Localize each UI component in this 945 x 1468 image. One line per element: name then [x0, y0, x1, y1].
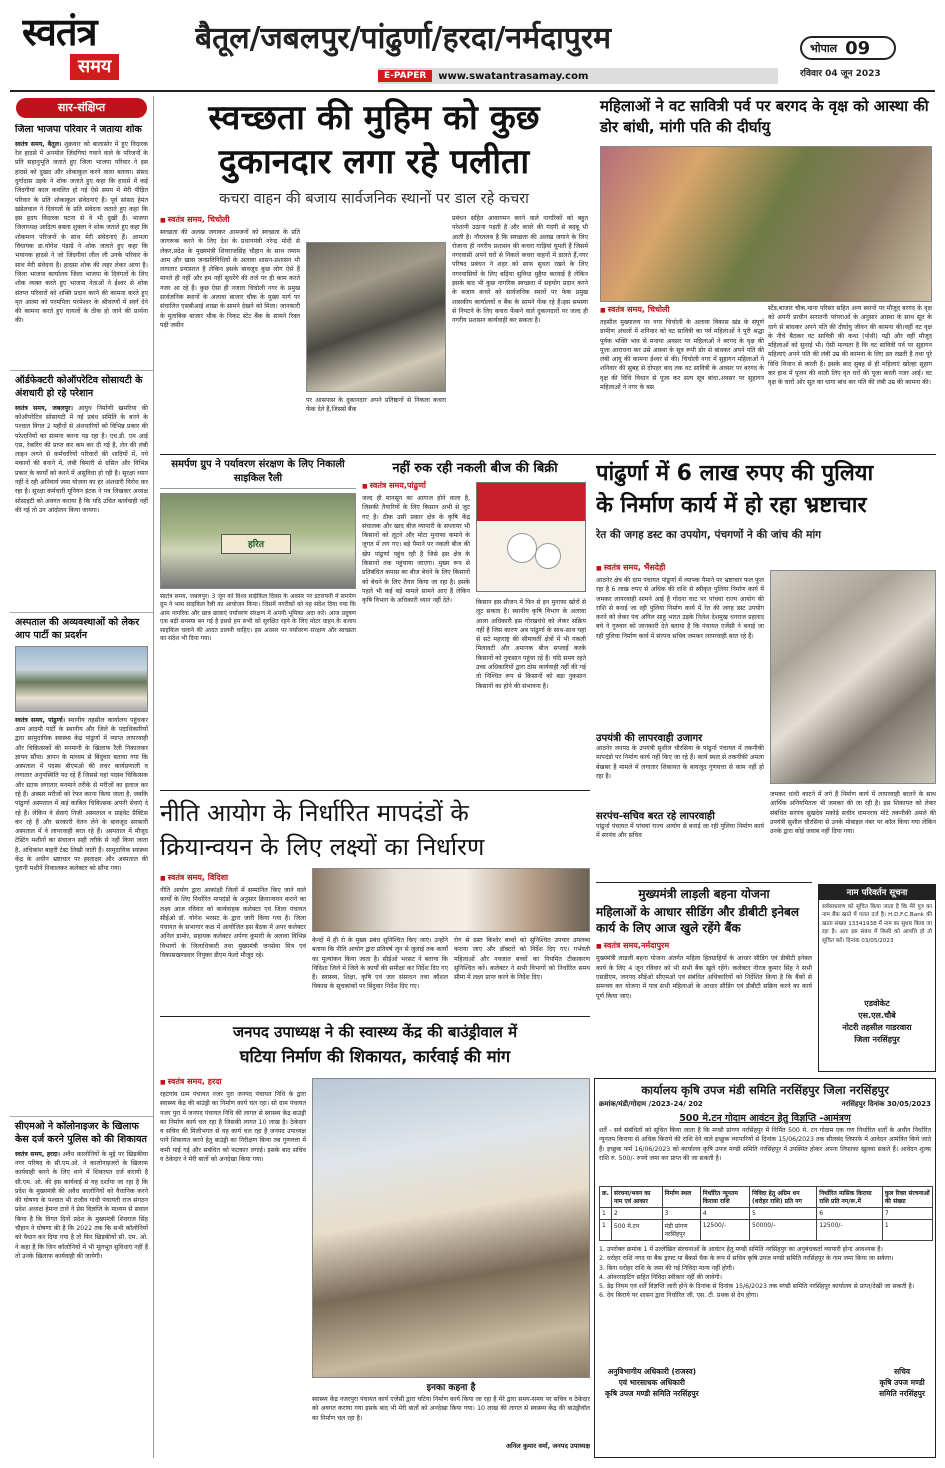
logo-bottom: समय: [70, 54, 119, 80]
brief-2-byline: स्वतंत्र समय, जबलपुर।: [15, 404, 73, 412]
table-header-cell: संरचना/भवन का नाम एवं आकार: [611, 1187, 662, 1208]
edition-cities: बैतूल/जबलपुर/पांढुर्णा/हरदा/नर्मदापुरम: [195, 21, 612, 56]
lead-col-3: प्रबंधन सहित आवागमन करने वाले नागरिकों को बहुत परेशानी उठाना पड़ती है और कचरे की गंदगी से बदबू भी आती है। गौरतलब है कि स्वच्छता की अलख जगाने के लिए रोजाना ही नगरीय प्रशासन की कचरा गाड़ियां घूमती हैं जिसमें नगरवासी अपने घरों से निकले कचरा वाहनों में डालते हैं,नगर परिषद प्रबंधन ने शहर को साफ सुथरा रखने के लिए नगरवासियों के लिए बढ़िया सुविधा मुहैया करवाई है लेकिन इसके बाद भी कुछ नागरिक स्वच्छता में सहयोग प्रदान करने के बजाय कचरे को सार्वजनिक स्थलों पर फेक प्रमुख शासकीय कार्यालयों व बैंक के सामने फेंक रहे हैं।इस समस्या से निपटने के लिए कचरा फेंकने वाले दुकानदारों पर जल्द ही नगरीय प्रशासन कार्यवाही कर सकता है।: [452, 215, 588, 325]
brief-2-title: ऑर्डफेक्टरी कोऑपरेटिव सोसायटी के अंशधारी हो रहे परेशान: [15, 375, 143, 399]
tender-date: नरसिंहपुर दिनांक 30/05/2023: [841, 1100, 931, 1108]
pulia-sub-1-body: आठनेर जनपद के उपयंत्री सुशील चौरसिया के पांढुर्ना पंचायत में तकनीकी मापदंडो पर निर्माण कार्य नहीं किए जा रहे हैं। कार्य स्थल से तकनीकी अमला बेखबर है मामले में लगातार शिकायत के बावजूद गुणवत्ता से काम नहीं हो रहा है।: [596, 745, 764, 780]
cycle-rally-photo: [160, 493, 356, 589]
vat-col-1: तहसील मुख्यालय पर नगर चिचोली के अलावा विकास खंड के संपूर्ण ग्रामीण अंचलों में शनिवार को वट सावित्री का पर्व महिलाओं ने पूरी श्रद्धा पूर्वक भक्ति भाव से मनाया अवसर पर महिलाओं ने बरगद के वृक्ष की पूजा आराधना कर उसे आस्था के सूत्र रूपी डोर से बांधकर अपने पति की लंबी आयु की कामना ईश्वर से की। चिचोली नगर में सुहागन महिलाओं ने शनिवार की सुबह से दोपहर बाद तक वट सावित्री के अवसर पर बरगद के वृक्ष की विधि विधान से पूजा कर सत्य सूत्र बांधा,अवसर पर सुहागन महिलाओं ने नगर के बस: [600, 319, 764, 392]
brief-4-text: अवैध कालोनियों के मुद्दे पर खिड़कीया नगर परिषद के सी.एम.ओ. ने कालोनाइजरों के खिलाफ कार्यवाही करने के लिए थाने में शिकायत दर्ज करायी है सी.एम. ओ. की इस कार्यवाई से यह दर्शाया जा रहा है कि प्रदेश के मुख्यमंत्री की अवैध कालोनियों को वैधानिक करने की घोषणा के पश्चात भी राजीव गांधी पंचायती राज संगठन प्रदेश अध्यक्ष हेमन्त टाले ने प्रेस विज्ञप्ति के माध्यम से सवाल किया है कि विगत दिनों प्रदेश के मुख्यमंत्री शिवराज सिंह चौहान ने घोषणा की है कि 2022 तक कि सभी कॉलोनियों को वैधान कर दिया गया है तो फिर खिड़कीयों सी. एम. ओ. ने कहा है कि जिन कॉलोनियों में भी मूलभूत सुविधाएं नहीं हैं तो उनके खिलाफ कार्यवाही की जायेगी।: [15, 1150, 148, 1260]
table-cell: 1: [882, 1220, 932, 1241]
pulia-side: जमकर धांधी काटने में लगे हैं निर्माण कार्य में लापरवाही बरतने के साथ आर्थिक अनियमितता भी जमकर की जा रही है। इस शिकायत को लेकर संबंधित सरपंच सुखदेव मकोड़े सचीव वामनराव मोटे तकनीकी अमले की उपयंत्री सुशील चौरसिया से उनके मोबाइल नंबर पर कॉल किया गया लेकिन उनके द्वारा कोई जवाब नहीं दिया गया।: [770, 791, 936, 836]
table-cell: 5: [750, 1208, 817, 1220]
table-row: [600, 1208, 933, 1220]
brief-4-byline: स्वतंत्र समय, हरदा।: [15, 1150, 60, 1158]
niti-col-2: केन्दों में ही रो के मुख्य प्रबंध सुनिश्चित किए जाएं। उन्होंने बताया कि नीति आयोग द्वारा प्रतिवर्ष जून से जुलाई तक कार्यों का मूल्यांकन किया जाता है। सीईओ भरसट ने बताया कि विदिशा जिले में जिले के कार्यों की समीक्षा कर निर्देश दिए गए हैं। स्वास्थ्य, शिक्षा, कृषि एवं जल संसाधन तथा कौशल विकास के सूचकांकों पर बिंदुवार निर्देश दिए गए।: [312, 937, 448, 991]
ladli-byline: ■ स्वतंत्र समय,नर्मदापुरम: [596, 940, 812, 951]
seed-col-2: किसान इस सीजन में फिर से इन मुनाफा खोरों से लूट सकता है। स्थानीय कृषि विभाग के अलावा आला अधिकारी इस गोरखधंधे को लेकर सक्रिय नहीं है जिस कारण अब पांढुर्णा के साथ-साथ यहां से सटे महाराष्ट्र की सीमावर्ती क्षेत्रों में भी नकली मिलावटी और अमानक बीज सप्लाई करके किसानों को नुकसान पहुंचा रहे हैं। यदि समय रहते उच्च अधिकारियों द्वारा ठोस कार्यवाही नहीं की गई तो निश्चित रूप से किसानों को बड़ा नुकसान किसानों का होने की संभावना है।: [476, 599, 586, 690]
notice-body: सर्वसाधारण को सूचित किया जाता है कि मेरे पुत्र का नाम बैंक खाते में गलत दर्ज है। H.D.F.C.Bank की खाता संख्या 13341938 में नाम का सुधार किया जा रहा है। अतः इस संबंध में किसी को आपत्ति हो तो सूचित करें। दिनांक 03/05/2023: [822, 904, 932, 944]
pulia-sub-2: सरपंच-सचिव बरत रहे लापरवाही: [596, 811, 715, 822]
cycle-rally-story: [160, 458, 356, 788]
table-cell: 6: [817, 1208, 883, 1220]
tender-subtitle: 500 मे.टन गोदाम आवंटन हेतु विज्ञप्ति -आमंत्रण: [679, 1113, 851, 1124]
table-header: [600, 1187, 933, 1208]
brief-1: [10, 124, 153, 370]
table-cell: 12500/-: [700, 1220, 749, 1241]
opinion-box: [312, 1378, 590, 1458]
lead-story: [160, 96, 588, 452]
brief-3-text: स्थानीय तहसील कार्यालय पहुंचकर आम आदमी पार्टी के स्थानीय और जिले के पदाधिकारियों द्वारा सामुदायिक स्वास्थ्य केंद्र पांढुर्णा में व्याप्त लापरवाही और चिकित्सकों की मनमानी के खिलाफ रैली निकालकर ज्ञापन सौंपा। ज्ञापन के माध्यम से बिंदुवार बताया गया कि अस्पताल में पदस्थ बीएमओ की लचर कार्यप्रणाली व लगातार अनुपस्थिति पद रहे हैं जिससे यहां पदस्थ चिकित्सक और स्टाफ लगातार मनमाने तरीके से मरीजों का इलाज कर रहे हैं। अक्सर मरीजों को रेफर करना किया जाता है, जबकि पांढुर्णा अस्पताल में कई काबिल चिकित्सक अपनी सेवाएं दे रहे हैं। लेकिन वे सेवाएं निजी अस्पताल व प्राइवेट प्रैक्टिस कर रहे हैं और सरकारी वेतन लेने के बावजूद सरकारी अस्पताल में वे लापरवाही बरत रहे हैं। अस्पताल में मौजूद टेस्टिंग मशीनों का संचालन सही तरीके से नहीं किया जाता है, अधिकांश बाहरी टेस्ट लिखी जाती हैं। सामुदायिक स्वास्थ्य केंद्र के अधीन भ्रष्टाचार पर हस्ताक्षर और अस्पताल की पुरानी मशीनें निकालकर कलेक्टर को सौंपा गया।: [15, 716, 148, 873]
garbage-photo: [306, 242, 446, 392]
brief-2-body: [15, 404, 148, 604]
niti-headline-1: नीति आयोग के निर्धारित मापदंडों के: [160, 799, 469, 827]
brief-1-text: शुक्रवार को बालासोर में हुए विदारक रेल हादसे में अनमोल जिंदगियां गवाने वाले के परिजनों के प्रति सहानुभूति जताते हुए जिला भाजपा परिवार ने इस हादसे को दुखद और शोकाकुल करने वाला बताया। संसद दुर्गादास उइके ने शोक जताते हुए कहा कि हादसे में कई जिंदगीयां काल कवलित हो गई ऐसे समय में मेरी पीड़ित परिवार के प्रति शोकाकुल संवेदनाएं हैं। पूर्व सांसद हेमंत खंडेलवाल ने दिवंगतों के प्रति संवेदना जताते हुए कहा कि इस हृदय विदारक घटना से वे भी दुखी हैं। भाजपा जिलाध्यक्ष आदित्य बबला शुक्ला ने शोक जताते हुए कहा कि शोकमग्न परिजनों के साथ मेरी संवेदनाएं हैं। आमला विधायक डा.योगेश पंडाग्रे ने शोक जताते हुए कहा कि भयानक हादसे ने जो जिंदगीयां लील ली उनके परिवार के साथ मेरी संवेदना है। हादसा शोक की लहर लेकर आया है। जिला भाजपा कार्यालय जिला भाजपा के दिवंगतों के लिए शोक व्यक्त करते हुए भाजपा नेताओं ने ईश्वर से शोक संतप्त परिवारों को शक्ति प्रदान करने की कामना करते हुए मृत आत्मा को परमपिता परमेश्वर के श्रीचरणों में स्वर्ग देने की कामना करते हुए घायलों के ठीक हो जाने की प्रार्थना की।: [15, 140, 148, 325]
brief-3-title: अस्पताल की अव्यवस्थाओं को लेकर आप पार्टी का प्रदर्शन: [15, 617, 140, 641]
pulia-sub-1: उपयंत्री की लापरवाही उजागर: [596, 733, 703, 744]
notice-sign: [819, 998, 935, 1046]
sidebar-section-title: सार-संक्षिप्त: [16, 98, 147, 118]
inspection-photo: [312, 1078, 590, 1378]
notice-sign-2: एस.एल.चौबे: [858, 1011, 896, 1020]
vat-byline: ■ स्वतंत्र समय, चिचोली: [600, 304, 764, 315]
term-item: 1. उपरोक्त क्रमांक 1 में उल्लेखित संरचनाओं के आवंटन हेतु मण्डी समिति नरसिंहपुर का अनुबंधकर्ता व्यापारी होना आवश्यक है।: [599, 1246, 883, 1253]
ladli-story: [596, 882, 812, 1074]
table-cell: 2: [611, 1208, 662, 1220]
tender-terms: [595, 1245, 935, 1367]
sign-left-3: कृषि उपज मण्डी समिति नरसिंहपुर: [605, 1388, 699, 1398]
brief-3-byline: स्वतंत्र समय, पांढुर्णा।: [15, 716, 66, 724]
lead-col-1: स्वच्छता की अलख जगाकर आमजनों को स्वच्छता के प्रति जागरूक करने के लिए देश के प्रधानमंत्री नरेन्द्र मोदी से लेकर,प्रदेश के मुख्यमंत्री शिवराजसिंह चौहान के साथ तमाम आम और खास जनप्रतिनिधियों के अलावा शासन-प्रशासन भी लगातार प्रयासरत है लेकिन इसके बावजूद कुछ लोग ऐसे हैं मानते ही नहीं और हम नहीं सुधरेंगे की तर्ज पर ही काम करते नजर आ रहे हैं। कुछ ऐसा ही नजारा चिचोली नगर के प्रमुख सार्वजनिक स्थानों के अलावा बाजार चौक के मुख्य मार्ग पर संचालित एसबीआई शाखा के सामने देखने को मिला। जानकारी के मुताबिक बाजार चौक के निकट स्टेट बैंक के सामने रिक्त पड़ी जमीन: [160, 229, 300, 329]
lead-subhead: कचरा वाहन की बजाय सार्वजनिक स्थानों पर डाल रहे कचरा: [219, 191, 529, 207]
fake-seed-story: [362, 458, 588, 788]
term-item: 4. ओवरराइटिंग सहित निविदा स्वीकार नहीं की जावेगी।: [599, 1273, 722, 1281]
city-name: भोपाल: [810, 41, 838, 55]
pulia-headline-1: पांढुर्णा में 6 लाख रुपए की पुलिया: [596, 461, 874, 486]
brief-2-text: आयुध निर्माणी खमरिया की कोऑपरेटिव सोसायटी में नई प्रबंध समिति के बनने के पश्चात विगत 2 महीनों से अंशधारियों को विभिन्न प्रकार की परेशानियों का सामना करना पड़ रहा है। एच.डी. एम आई एस, रेकरिंग की प्राप्त कर कम कर दी गई है, लेन की लंबी लाइन लगने से कर्मचारियों परिवारों की शादियों में, नये मकानों की बनाने में, लंबी बिमारी से ग्रसित और विभिन्न प्रकार के कार्यों को करने में असुविधा हो रही है। सुरक्षा ध्यान नहीं दे रही अनिवार्य जमा योजना का हर अंशधारी विरोध कर रहा है। सुरक्षा कर्मचारी यूनियन इंटक ने पत्र लिखकर अध्यक्ष सोसाइटी को अवगत कराया है कि यदि उचित कार्यवाही नहीं की गई तो उन आंदोलन किया जायगा।: [15, 404, 148, 514]
cycle-headline: समर्पण ग्रुप ने पर्यावरण संरक्षण के लिए निकाली साइकिल रैली: [160, 458, 356, 489]
niti-headline-2: क्रियान्वयन के लिए लक्ष्यों का निर्धारण: [160, 833, 485, 861]
lead-byline: ■ स्वतंत्र समय, चिचोली: [160, 214, 300, 225]
issue-date: रविवार 04 जून 2023: [800, 69, 881, 79]
rally-banner: हरित: [221, 534, 291, 554]
table-header-cell: निर्धारित न्यूनतम किराया राशि: [700, 1187, 749, 1208]
brief-1-byline: स्वतंत्र समय, बैतूल।: [15, 140, 62, 148]
table-cell: 500 मे.टन: [611, 1220, 662, 1241]
seed-packet-photo: [476, 482, 586, 592]
table-cell: 4: [700, 1208, 749, 1220]
epaper-bar: [378, 68, 778, 84]
brief-3-body: [15, 716, 148, 1106]
bawdi-headline-1: जनपद उपाध्यक्ष ने की स्वास्थ्य केंद्र की बाउंड्रीवाल में: [232, 1023, 518, 1041]
table-cell: 1: [600, 1220, 612, 1241]
notice-sign-3: नोटरी तहसील गाडरवारा: [842, 1023, 912, 1032]
term-item: 2. धरोहर राशि नगद या बैंक ड्राफ्ट या बैंकर्स चैक के रूप में सचिव कृषि उपज मण्डी समिति नरसिंहपुर के नाम जमा किया जा सकेगा।: [599, 1255, 894, 1263]
tender-table: [599, 1186, 933, 1241]
vat-savitri-story: [596, 96, 936, 452]
table-cell: 3: [662, 1208, 700, 1220]
ladli-headline: मुख्यमंत्री लाड़ली बहना योजना: [596, 882, 812, 902]
table-cell: मंडी प्रांगण नरसिंहपुर: [662, 1220, 700, 1241]
opinion-title: इनका कहना है: [426, 1383, 476, 1393]
niti-col-3: रोग से ग्रस्त किशोर बच्चों को सुनिश्चित उपचार उपलब्ध कराया जाए और डॉक्टरों को निर्देश दिए गए। गर्भवती महिलाओं और नवजात बच्चों का नियमित टीकाकरण सुनिश्चित करें। कलेक्टर ने सभी विभागों को निर्धारित समय सीमा में लक्ष्य प्राप्त करने के निर्देश दिए।: [454, 937, 590, 982]
table-cell: 1: [600, 1208, 612, 1220]
notice-sign-1: एडवोकेट: [864, 999, 890, 1008]
seed-headline: नहीं रुक रही नकली बीज की बिक्री: [392, 461, 558, 476]
pulia-story: [596, 458, 936, 878]
logo-top: स्वतंत्र: [22, 10, 97, 54]
tender-ref: क्रमांक/मंडी/गोदाम /2023-24/ 202: [599, 1100, 703, 1108]
pulia-subhead: रेत की जगह डस्ट का उपयोग, पंचगणों ने की जांच की मांग: [596, 529, 822, 541]
niti-col-1: नीति आयोग द्वारा आकांक्षी जिलों में सम्मानित किए जाने वाले कार्यों के लिए निर्धारित मापदंडों के अनुसार क्रियान्वयन कराने का लक्ष्य आज रविवार को कार्यवाहक कलेक्टर एवं जिला पंचायत सीईओ डॉ. योगेश भरसट के द्वारा जारी किया गया है। जिला पंचायत के सभागार कक्ष में आयोजित इस बैठक में अपर कलेक्टर अनिल डामोर, सहायक कलेक्टर अर्पणा कुमारी के अलावा विभिन्न विभागों के जिलाधिकारी तथा मुख्यमंत्री जनसेवा मित्र एवं विकासखण्डवार नियुक्त डीएम फेलो मौजूद रहे।: [160, 887, 306, 960]
term-item: 5. डेढ़ नियम एवं शर्तें विज्ञप्ति जारी होने के दिनांक से दिनांक 15/6/2023 तक मण्डी समिति नरसिंहपुर कार्यालय से प्राप्त/देखी जा सकती है।: [599, 1283, 915, 1291]
lead-col-2: पर आसपास के दुकानदार अपने प्रतिष्ठानों से निकला कचरा फेंक देते हैं,जिससे बैंक: [306, 397, 446, 414]
banyan-photo: [600, 146, 932, 302]
sign-right-2: कृषि उपज मण्डी: [879, 1377, 925, 1387]
seed-col-1: जल्द ही मानसून का आगाज होने वाला है, जिसकी तैयारियों के लिए किसान अभी से जुट गए है। ठीक उसी प्रकार क्षेत्र के कृषि केंद्र संचालक और खाद बीज व्यापारी के सप्लायर भी किसानों को लूटने और मोटा मुनाफा कमाने के जुगत में लग गए। बड़े पैमाने पर नकली बीज की खेप पांढुर्णा पहुंच रही है जिसे इस क्षेत्र के किसानों तक पहुंचाया जाएगा। मुख्य रूप से प्रतिबंधित कपास का बीज बेचने के लिए किसानों को बेचने के लिए तैयार किया जा रहा है। इसके पहले भी कई बड़े मामले सामने आए हैं लेकिन कृषि विभाग के अधिकारी ध्यान नहीं देते।: [362, 495, 470, 605]
bawdi-byline: ■ स्वतंत्र समय, हरदा: [160, 1076, 306, 1087]
table-row: [600, 1220, 933, 1241]
sign-right: [879, 1367, 925, 1400]
pulia-col-1: आठनेर क्षेत्र की ग्राम पंचायत पांढुर्णा में व्यापक पैमाने पर भ्रष्टाचार फल फूल रहा है 6 लाख रुपए से अधिक की राशि से स्वीकृत पुलिया निर्माण कार्य में जमकर लापरवाही सामने आई है गोदना घाट पर पांचवां राज्य आयोग की राशि से बनाई जा रही पुलिया निर्माण कार्य में रेत की जगह डस्ट उपयोग करने को लेकर पंच अनिल साहु भारत उड़के निलेश देशमुख धनराज प्रहलाद बघे ने गुरुवार को जानकारी देते बताया है कि पंचायत एजेंसी ने बनाई जा रही पुलिया निर्माण कार्य में संरपच सचिव जमकर लापरवाही बरत रहे हैं।: [596, 577, 764, 640]
protest-photo: [15, 646, 148, 712]
table-header-cell: निर्माण स्थल: [662, 1187, 700, 1208]
sign-left-1: अनुविभागीय अधिकारी (राजस्व): [607, 1367, 697, 1376]
ladli-body: मुख्यमंत्री लाड़ली बहना योजना अंतर्गत महिला हितग्राहियों के आधार सीडिंग एवं डीबीटी इनेबल कार्य के लिए 4 जून रविवार को भी सभी बैंक खुले रहेंगे। कलेक्टर नीरज कुमार सिंह ने सभी एसडीएम, जनपद सीईओ सीएमओ एवं संबंधित अधिकारियों को निर्देशित किया है कि बैंकों से समन्वय कर योजना में पात्र सभी महिलाओं के आधार सीडिंग एवं डीबीटी सक्रिय करने का कार्य पूर्ण किया जाए।: [596, 955, 812, 1000]
ladli-headline-2: महिलाओं के आधार सीडिंग और डीबीटी इनेबल कार्य के लिए आज खुले रहेंगे बैंक: [596, 905, 799, 936]
niti-story: [160, 796, 590, 1014]
brief-1-body: [15, 140, 148, 350]
table-header-cell: कुल रिक्त संरचनाओं की संख्या: [882, 1187, 932, 1208]
culvert-photo: [770, 570, 936, 784]
seed-byline: ■ स्वतंत्र समय,पांढुर्णा: [362, 480, 470, 491]
sign-right-1: सचिव: [894, 1367, 911, 1376]
pulia-sub-2-body: पांढुर्ना पंचायत में पांचवां राज्य आयोग से बनाई जा रही पुलिया निर्माण कार्य में सरपंच और सचिव: [596, 823, 764, 840]
sign-left-2: एवं भारसाधक अधिकारी: [618, 1377, 685, 1387]
brief-1-title: जिला भाजपा परिवार ने जताया शोक: [15, 124, 142, 135]
cycle-caption: स्वतंत्र समय, जबलपुर। 3 जून को विश्व साईकिल दिवस के अवसर पर डटरायनी में समर्पण ग्रुप ने भव्य साइकिल रैली का आयोजन किया। जिसमें नगरीकों को यह संदेश दिया गया कि आम नागरिक और छात्र छात्राएं पर्यावरण संरक्षण में अपनी भूमिका अदा करें। आज प्रदूषण एक बड़ी समस्या बन गई है इससे हम सभी को सुरक्षित रहने के लिए मोटर वाहन के बजाय साइकिल चलाने की आदत डालनी चाहिए। इस अवसर पर पर्यावरण संरक्षण और स्वच्छता का संदेश भी दिया गया।: [160, 593, 356, 788]
table-cell: 7: [882, 1208, 932, 1220]
table-cell: 50000/-: [750, 1220, 817, 1241]
boundary-wall-story: [160, 1020, 590, 1460]
sign-left: [605, 1367, 699, 1400]
brief-2: [10, 370, 153, 612]
term-item: 3. बिना धरोहर राशि के जमा की गई निविदा मान्य नहीं होगी।: [599, 1264, 735, 1272]
brief-4-body: [15, 1150, 148, 1450]
website-link[interactable]: www.swatantrasamay.com: [438, 70, 589, 82]
tender-notice: [594, 1078, 936, 1458]
vat-headline: महिलाओं ने वट सावित्री पर्व पर बरगद के वृक्ष को आस्था की डोर बांधी, मांगी पति की दीर्घायु: [600, 97, 929, 136]
city-badge: [800, 36, 896, 60]
sign-right-3: समिति नरसिंहपुर: [879, 1388, 925, 1398]
term-item: 6. देय किराये पर शासन द्वारा निर्धारित जी. एस. टी. प्रथक से देय होगा।: [599, 1292, 759, 1300]
masthead: [0, 0, 945, 92]
brief-3: [10, 612, 153, 1116]
pulia-headline-2: के निर्माण कार्य में हो रहा भ्रष्टाचार: [596, 493, 867, 518]
lead-headline-2: दुकानदार लगा रहे पलीता: [218, 142, 530, 182]
bawdi-col-1: रहटगांव ग्राम पंचायत नजर पुरा जनपद पंचायत निधि के द्वारा स्वास्थ्य केंद्र की बाउंड्री का निर्माण कार्य चल रहा। सो ग्राम पंचायत नजर पुरा में जनपद पंचायत निधि की लागत से स्वास्थ्य केंद्र बाउंड्री का निर्माण कार्य चल रहा है जिसकी लागत 10 लाख है। ठेकेदार व सचिव की मिलीभगत से यह कार्य चल रहा है जनपद उपाध्यक्ष पाने शिकायत करने हेतु बाउंड्री का निरीक्षण किया तब गुणवत्ता में कमी पाई गई और सबंधित को फटकार लगाई। इसके बाद सचिव व ठेकेदार ने मेरी बातों को अनदेखा किया गया।: [160, 1091, 306, 1164]
brief-4: [10, 1116, 153, 1458]
opinion-text: स्वास्थ्य केंद्र नजरपुरा पंचायत कार्य एजेंसी द्वारा घटिया निर्माण कार्य किया जा रहा है मेरे द्वारा समय-समय पर सचिव व ठेकेदार को अवगत कराया गया इसके बाद भी मेरी बातों को अनदेखा किया गया। 10 लाख की लागत से स्वास्थ्य केंद्र की बाउंड्रीवॉल का निर्माण चल रहा है।: [312, 1396, 590, 1422]
bawdi-headline-2: घटिया निर्माण की शिकायत, कार्रवाई की मांग: [239, 1047, 511, 1066]
logo: [22, 10, 152, 84]
meeting-photo: [312, 868, 590, 932]
vat-col-2: स्टेंड,बाजार चौक,थाना परिसर सहित अन्य स्थानों पर मौजूद बरगद के वृक्ष को अपनी प्राचीन सनातनी परंपराओं के अनुसार आस्था के साथ सूत के धागे से बांधकर अपने पति की दीर्घायु जीवन की कामना की।वहीं वट वृक्ष के नीचे बैठकर वट सावित्री की कथा (पोथी) पढ़ी और वहीं मौजूद महिलाओं को सुनाई भी। ऐसी मान्यता है कि वट सावित्री पर्व पर सुहागन महिलाएं अपने पति की लंबी उम्र की कामना के लिए व्रत रखती है तथा पूरे विधि विधान से करती हैं। इसके बाद सुबह से ही महिलाएं खोल्हा सुहाग कर हाथ में पूजन की थाली लिए वृत धरों की पूजा करती नजर आई। वट वृक्ष के चारों ओर सूत का धागा बांध कर पति की लंबी उम्र की कामना की।: [768, 305, 932, 387]
tender-title: कार्यालय कृषि उपज मंडी समिति नरसिंहपुर जिला नरसिंहपुर: [641, 1083, 889, 1097]
tender-signatures: [595, 1367, 935, 1400]
opinion-sign: अनिल कुमार वर्मा, जनपद उपाध्यक्ष: [506, 1442, 590, 1450]
table-header-cell: क्र.: [600, 1187, 612, 1208]
brief-4-title: सीएमओ ने कॉलोनाइजर के खिलाफ केस दर्ज करने पुलिस को की शिकायत: [15, 1121, 147, 1145]
table-header-cell: निविदा हेतु अग्रिम धन (धरोहर राशि) प्रति नग: [750, 1187, 817, 1208]
name-change-notice: [818, 884, 936, 1072]
page-number: 09: [845, 37, 871, 59]
sidebar: [10, 96, 154, 1458]
epaper-label: E-PAPER: [378, 70, 432, 82]
lead-headline-1: स्वच्छता की मुहिम को कुछ: [208, 98, 540, 138]
table-header-cell: निर्धारित मासिक किराया राशि प्रति नग/रू.में: [817, 1187, 883, 1208]
notice-sign-4: जिला नरसिंहपुर: [854, 1035, 900, 1044]
pulia-byline: ■ स्वतंत्र समय, भैंसदेही: [596, 562, 764, 573]
notice-title: नाम परिवर्तन सूचना: [819, 885, 935, 900]
niti-byline: ■ स्वतंत्र समय, विदिशा: [160, 872, 306, 883]
table-cell: 12500/-: [817, 1220, 883, 1241]
tender-intro: शर्तें - सर्व संबंधितों को सूचित किया जाता है कि मण्डी प्रांगण नरसिंहपुर में निर्मित 500 मे. टन गोदाम एक गण निर्धारित शर्तों के अधीन निर्धारित न्यूनतम किराया से अधिक किराये की राशि देने वाले इच्छुक व्यापारियों से दिनांक 15/06/2023 तक सीलबंद लिफाफे में आवेदन आमंत्रित किये जाते हैं। इच्छुक फर्म 16/06/2023 को कार्यालय कृषि उपज मण्डी समिति नरसिंहपुर में उपस्थित होकर अपना लिफाफा खुलवा सकते हैं। आवेदन शुल्क राशि रु. 500/- रुपये जमा कर प्राप्त की जा सकती है।: [599, 1127, 931, 1162]
